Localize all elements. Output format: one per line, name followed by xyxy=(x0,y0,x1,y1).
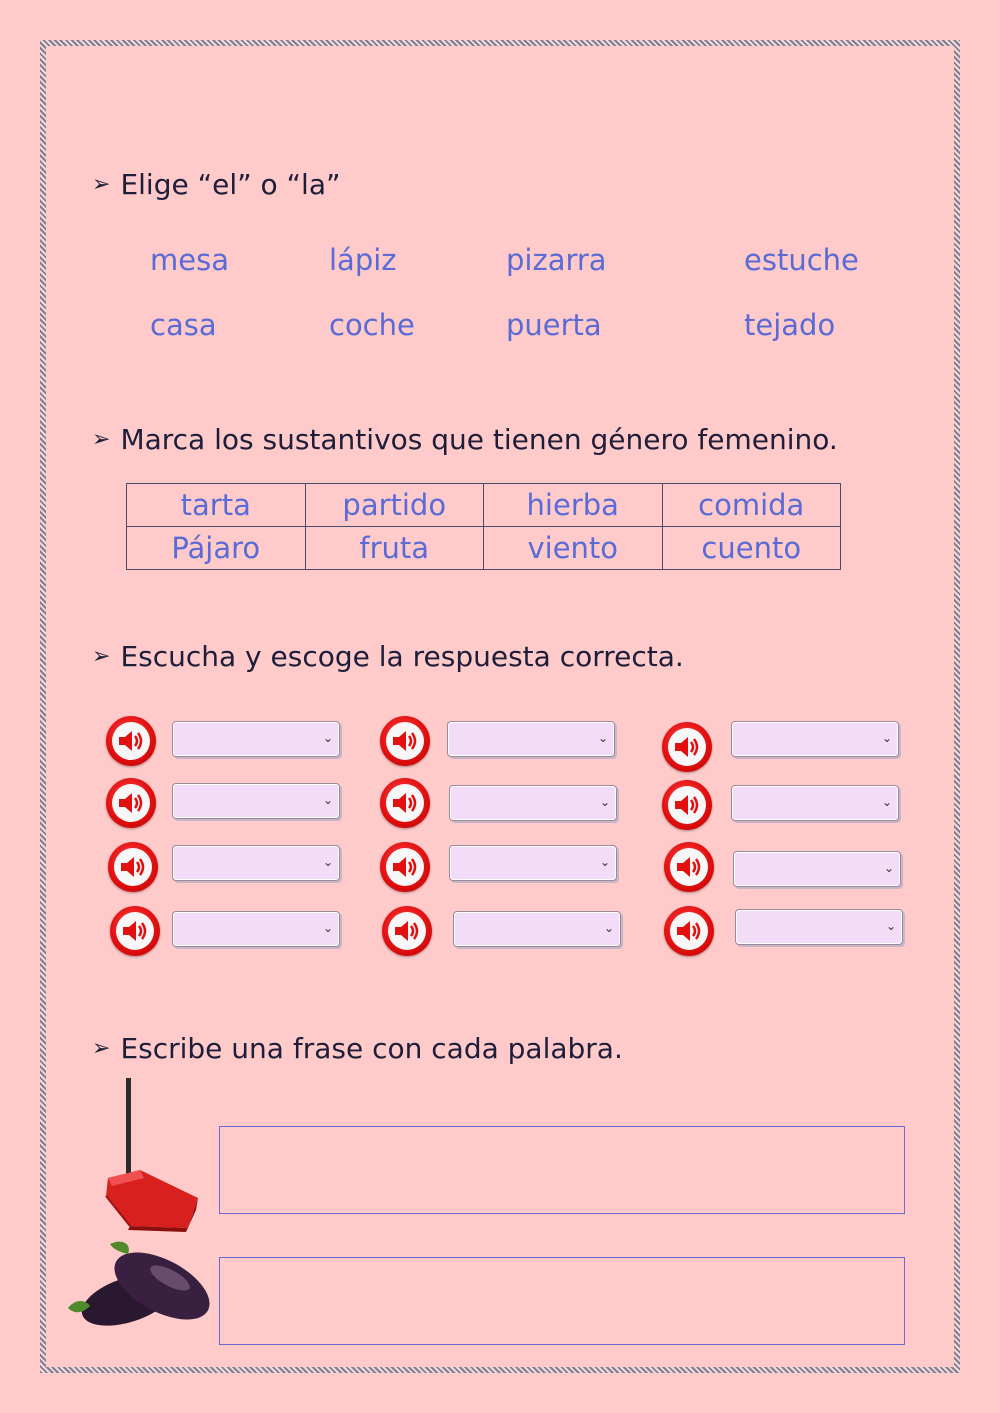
chevron-down-icon: ⌄ xyxy=(603,921,614,935)
noun-cell[interactable]: viento xyxy=(484,527,663,570)
word-coche: coche xyxy=(329,308,415,342)
speaker-icon[interactable] xyxy=(662,780,712,830)
noun-cell[interactable]: tarta xyxy=(127,484,306,527)
noun-cell[interactable]: cuento xyxy=(662,527,841,570)
section-1-heading xyxy=(92,168,341,201)
chevron-down-icon: ⌄ xyxy=(322,793,333,807)
noun-cell[interactable]: Pájaro xyxy=(127,527,306,570)
table-row xyxy=(127,527,841,570)
section-2-title: Marca los sustantivos que tienen género femenino. xyxy=(120,423,838,456)
word-tejado: tejado xyxy=(744,308,836,342)
answer-dropdown[interactable] xyxy=(731,721,899,757)
word-lapiz: lápiz xyxy=(329,243,397,277)
chevron-down-icon: ⌄ xyxy=(322,731,333,745)
answer-dropdown[interactable] xyxy=(449,845,617,881)
sentence-input-1[interactable] xyxy=(219,1126,905,1214)
speaker-icon[interactable] xyxy=(382,906,432,956)
speaker-icon[interactable] xyxy=(662,722,712,772)
answer-dropdown[interactable] xyxy=(172,845,340,881)
sentence-input-2[interactable] xyxy=(219,1257,905,1345)
section-3-heading xyxy=(92,640,684,673)
noun-cell[interactable]: fruta xyxy=(305,527,484,570)
speaker-icon[interactable] xyxy=(106,716,156,766)
word-mesa: mesa xyxy=(150,243,229,277)
answer-dropdown[interactable] xyxy=(172,911,340,947)
speaker-icon[interactable] xyxy=(108,842,158,892)
section-2-heading xyxy=(92,423,838,456)
speaker-icon[interactable] xyxy=(664,842,714,892)
eggplant-image xyxy=(66,1236,216,1332)
section-4-title: Escribe una frase con cada palabra. xyxy=(120,1032,623,1065)
chevron-down-icon: ⌄ xyxy=(322,921,333,935)
answer-dropdown[interactable] xyxy=(172,721,340,757)
answer-dropdown[interactable] xyxy=(735,909,903,945)
section-4-heading xyxy=(92,1032,623,1065)
word-pizarra: pizarra xyxy=(506,243,607,277)
noun-cell[interactable]: hierba xyxy=(484,484,663,527)
table-row xyxy=(127,484,841,527)
chevron-down-icon: ⌄ xyxy=(885,919,896,933)
answer-dropdown[interactable] xyxy=(453,911,621,947)
word-puerta: puerta xyxy=(506,308,602,342)
word-casa: casa xyxy=(150,308,217,342)
answer-dropdown[interactable] xyxy=(447,721,615,757)
noun-table xyxy=(126,483,841,570)
chevron-down-icon: ⌄ xyxy=(597,731,608,745)
chevron-down-icon: ⌄ xyxy=(883,861,894,875)
section-1-title: Elige “el” o “la” xyxy=(120,168,341,201)
bullet-arrow-icon: ➢ xyxy=(92,427,111,452)
answer-dropdown[interactable] xyxy=(449,785,617,821)
chevron-down-icon: ⌄ xyxy=(322,855,333,869)
speaker-icon[interactable] xyxy=(380,842,430,892)
chevron-down-icon: ⌄ xyxy=(599,795,610,809)
chevron-down-icon: ⌄ xyxy=(881,795,892,809)
speaker-icon[interactable] xyxy=(664,906,714,956)
section-3-title: Escucha y escoge la respuesta correcta. xyxy=(120,640,684,673)
speaker-icon[interactable] xyxy=(380,778,430,828)
bullet-arrow-icon: ➢ xyxy=(92,644,111,669)
bullet-arrow-icon: ➢ xyxy=(92,172,111,197)
answer-dropdown[interactable] xyxy=(731,785,899,821)
speaker-icon[interactable] xyxy=(106,778,156,828)
bullet-arrow-icon: ➢ xyxy=(92,1036,111,1061)
speaker-icon[interactable] xyxy=(110,906,160,956)
answer-dropdown[interactable] xyxy=(172,783,340,819)
word-estuche: estuche xyxy=(744,243,859,277)
noun-cell[interactable]: comida xyxy=(662,484,841,527)
chevron-down-icon: ⌄ xyxy=(881,731,892,745)
chevron-down-icon: ⌄ xyxy=(599,855,610,869)
dustpan-image xyxy=(100,1078,204,1234)
answer-dropdown[interactable] xyxy=(733,851,901,887)
noun-cell[interactable]: partido xyxy=(305,484,484,527)
speaker-icon[interactable] xyxy=(380,716,430,766)
